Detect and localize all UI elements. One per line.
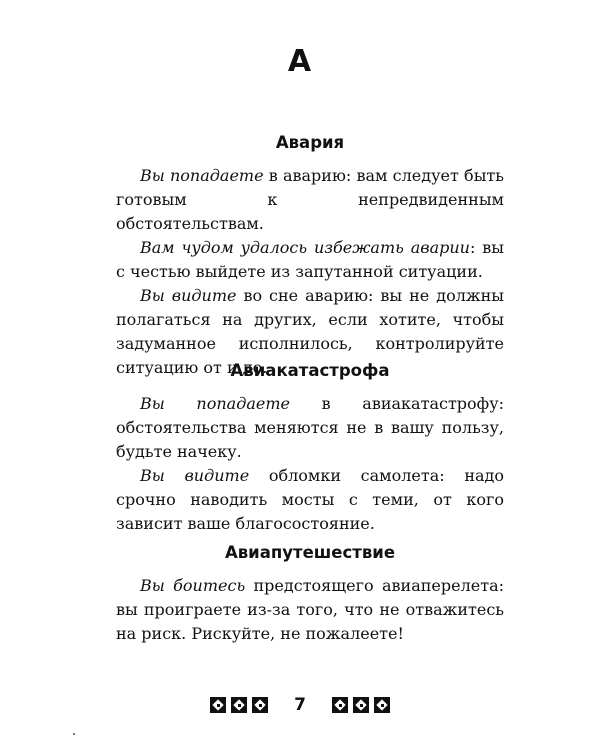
ornament-icon <box>374 697 390 713</box>
entry-paragraph: Вы попадаете в аварию: вам следует быть готовым к непредвиденным обстоятельствам. <box>116 166 504 233</box>
page-number: 7 <box>294 695 306 715</box>
ornament-icon <box>252 697 268 713</box>
ornament-icon <box>332 697 348 713</box>
ornament-icon <box>231 697 247 713</box>
ornament-icon <box>210 697 226 713</box>
entry-avariya <box>116 132 504 380</box>
footer-ornament-right <box>332 697 390 713</box>
footer-ornament-left <box>210 697 268 713</box>
entry-paragraph: Вы видите обломки самолета: надо срочно наводить мосты с теми, от кого зависит ваше благосостояние. <box>116 466 504 533</box>
entry-paragraph: Вам чудом удалось избежать аварии: вы с честью выйдете из запутанной ситуации. <box>116 238 505 281</box>
ornament-icon <box>353 697 369 713</box>
entry-title: Авиапутешествие <box>224 543 396 562</box>
entry-title: Авария <box>275 133 345 152</box>
entry-aviakatastrofa <box>116 360 504 536</box>
page-footer <box>0 690 600 720</box>
entry-title: Авиакатастрофа <box>230 361 390 380</box>
entry-aviaputeshestvie <box>116 542 504 646</box>
entry-paragraph: Вы попадаете в авиакатастрофу: обстоятельства меняются не в вашу пользу, будьте начеку. <box>116 394 505 461</box>
entry-paragraph: Вы боитесь предстоящего авиаперелета: вы проиграете из-за того, что не отважитесь на риск. Рискуйте, не пожалеете! <box>116 576 504 643</box>
scan-speck <box>73 733 75 735</box>
entry-paragraph: Вы видите во сне аварию: вы не должны полагаться на других, если хотите, чтобы задуманное исполнилось, контролируйте ситуацию от и до. <box>116 286 505 377</box>
section-letter: А <box>287 44 313 79</box>
